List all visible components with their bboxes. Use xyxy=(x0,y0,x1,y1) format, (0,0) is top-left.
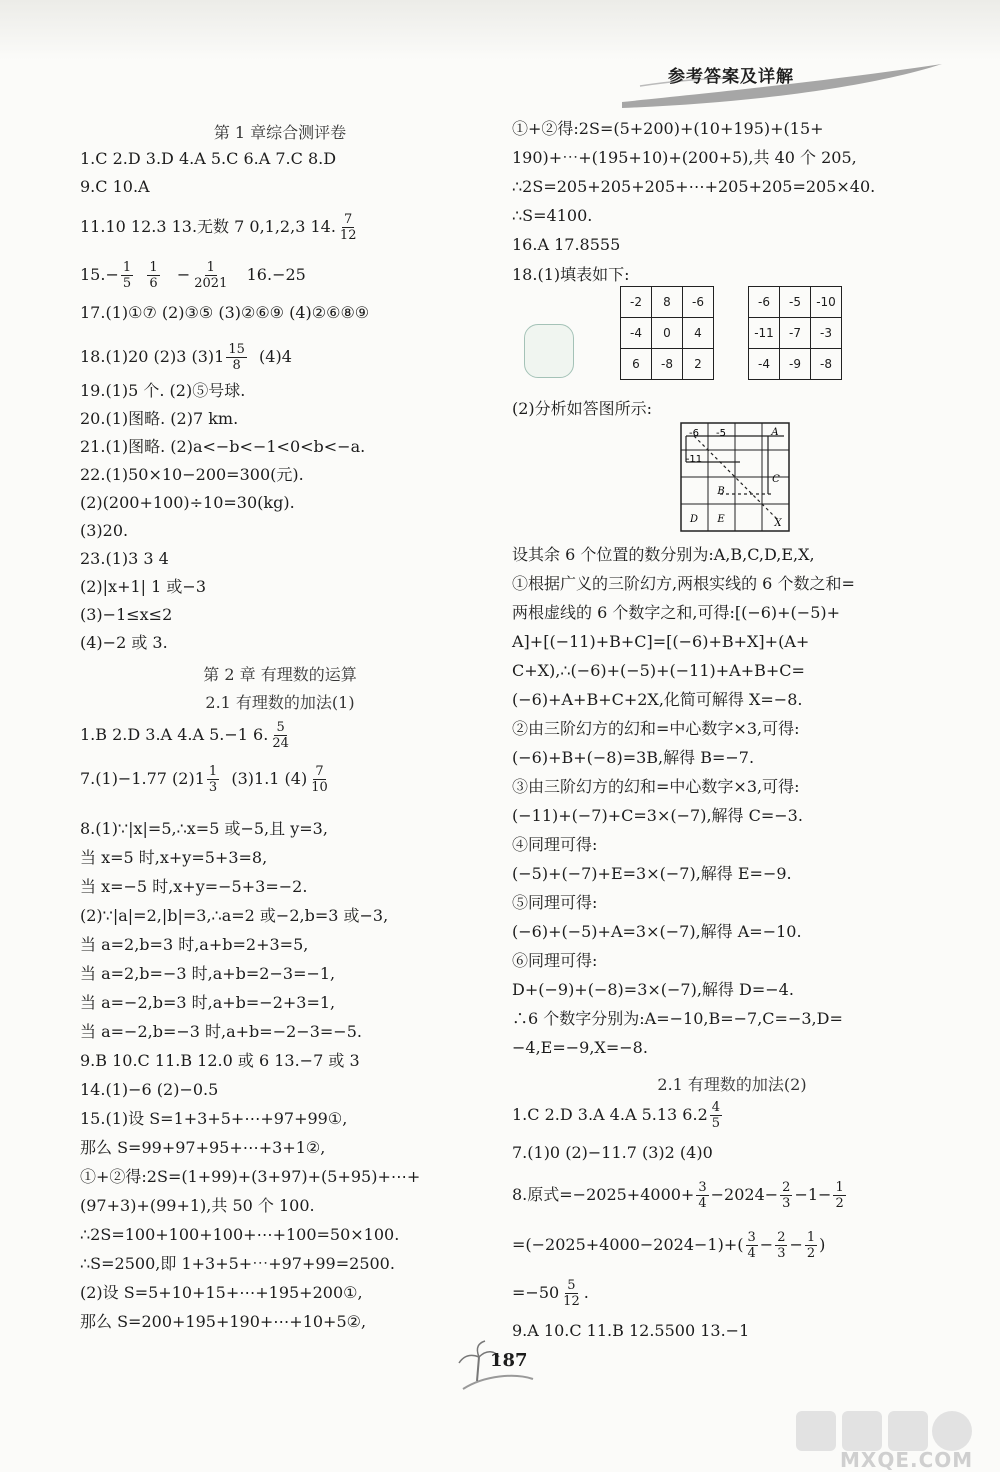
answer-line: ∴2S=100+100+100+⋯+100=50×100. xyxy=(80,1225,400,1244)
grid-cell: -8 xyxy=(811,349,842,380)
answer-line: ⑥同理可得: xyxy=(512,951,598,970)
answer-line: 19.(1)5 个. (2)⑤号球. xyxy=(80,381,246,400)
grid-cell: -10 xyxy=(811,287,842,318)
answer-line: ∴2S=205+205+205+⋯+205+205=205×40. xyxy=(512,177,876,196)
fraction: $\frac{2}{3}$ xyxy=(782,1180,791,1211)
answer-line: ④同理可得: xyxy=(512,835,598,854)
answer-line: 22.(1)50×10−200=300(元). xyxy=(80,465,304,484)
answer-line: 当 x=−5 时,x+y=−5+3=−2. xyxy=(80,877,308,896)
answer-line: ①+②得:2S=(5+200)+(10+195)+(15+ xyxy=(512,119,824,138)
grid-cell: 4 xyxy=(683,318,714,349)
answer-line: 21.(1)图略. (2)a<−b<−1<0<b<−a. xyxy=(80,437,366,456)
answer-line: (−6)+(−5)+A=3×(−7),解得 A=−10. xyxy=(512,922,802,941)
fraction: $\frac{4}{5}$ xyxy=(711,1100,721,1131)
answer-text: 11.10 12.3 13.无数 7 0,1,2,3 14. xyxy=(80,217,336,236)
fraction: $\frac{1}{6}$ xyxy=(149,260,158,291)
answer-line: 1.C 2.D 3.A 4.A 5.13 6.2 $\frac{4}{5}$ xyxy=(512,1100,721,1131)
answer-line: ②由三阶幻方的幻和=中心数字×3,可得: xyxy=(512,719,800,738)
chapter1-test-title: 第 1 章综合测评卷 xyxy=(213,123,347,142)
answer-line: 190)+⋯+(195+10)+(200+5),共 40 个 205, xyxy=(512,148,857,167)
answer-line: (2)分析如答图所示: xyxy=(512,399,653,418)
grid-cell: 8 xyxy=(652,287,683,318)
answer-line: 8.(1)∵|x|=5,∴x=5 或−5,且 y=3, xyxy=(80,819,328,838)
grid-cell: -5 xyxy=(780,287,811,318)
answer-line: 15.− $\frac{1}{5}$ $\frac{1}{6}$ − $\frac{1}{2021}$ 16.−25 xyxy=(80,260,306,291)
fig-label: -6 xyxy=(689,428,699,439)
answer-line: 7.(1)0 (2)−11.7 (3)2 (4)0 xyxy=(512,1143,713,1162)
grid-cell: -6 xyxy=(749,287,780,318)
answer-line: 8.原式=−2025+4000+ $\frac{3}{4}$ −2024− $\frac{2}{3}$ −1− $\frac{1}{2}$ xyxy=(512,1180,844,1211)
watermark-text: MXQE.COM xyxy=(840,1448,974,1472)
grid-cell: -2 xyxy=(621,287,652,318)
fig-label: X xyxy=(774,518,782,529)
answer-line: =(−2025+4000−2024−1)+( $\frac{3}{4}$ − $\frac{2}{3}$ − $\frac{1}{2}$ ) xyxy=(512,1230,826,1261)
grid-cell: -8 xyxy=(652,349,683,380)
grid-cell: -7 xyxy=(780,318,811,349)
fraction: $\frac{1}{5}$ xyxy=(122,260,132,291)
answer-line: (2)(200+100)÷10=30(kg). xyxy=(80,493,295,512)
fig-label: B xyxy=(717,486,725,497)
answer-line: 当 a=2,b=3 时,a+b=2+3=5, xyxy=(80,935,309,954)
answer-line: (3)20. xyxy=(80,521,129,540)
fraction: $\frac{5}{24}$ xyxy=(272,720,289,751)
grid-cell: -6 xyxy=(683,287,714,318)
magic-square-1 xyxy=(620,286,714,380)
fraction: $\frac{7}{12}$ xyxy=(339,212,357,243)
answer-line: 9.B 10.C 11.B 12.0 或 6 13.−7 或 3 xyxy=(80,1051,360,1070)
answer-line: D+(−9)+(−8)=3×(−7),解得 D=−4. xyxy=(512,980,794,999)
answer-line: (2)|x+1| 1 或−3 xyxy=(80,577,206,596)
answer-line: 16.A 17.8555 xyxy=(512,235,621,254)
answer-line: ①根据广义的三阶幻方,两根实线的 6 个数之和= xyxy=(512,574,855,593)
answer-line: ∴6 个数字分别为:A=−10,B=−7,C=−3,D= xyxy=(512,1009,843,1028)
answer-line: 15.(1)设 S=1+3+5+⋯+97+99①, xyxy=(80,1109,348,1128)
answer-line: (2)设 S=5+10+15+⋯+195+200①, xyxy=(80,1283,363,1302)
grid-cell: -11 xyxy=(749,318,780,349)
fraction: $\frac{5}{12}$ xyxy=(563,1278,580,1309)
answer-line: 两根虚线的 6 个数字之和,可得:[(−6)+(−5)+ xyxy=(512,603,841,622)
section-title: 2.1 有理数的加法(2) xyxy=(657,1075,807,1094)
grid-cell: -4 xyxy=(749,349,780,380)
answer-line: (−6)+A+B+C+2X,化简可解得 X=−8. xyxy=(512,690,803,709)
answer-line: 14.(1)−6 (2)−0.5 xyxy=(80,1080,219,1099)
answer-line: (4)−2 或 3. xyxy=(80,633,168,652)
answer-line: 当 x=5 时,x+y=5+3=8, xyxy=(80,848,268,867)
page-number: 187 xyxy=(490,1350,528,1371)
answer-line: 1.B 2.D 3.A 4.A 5.−1 6. $\frac{5}{24}$ xyxy=(80,720,289,751)
magic-square-2 xyxy=(748,286,842,380)
answer-line: ⑤同理可得: xyxy=(512,893,598,912)
grid-cell: -9 xyxy=(780,349,811,380)
grid-cell: -3 xyxy=(811,318,842,349)
grid-cell: 6 xyxy=(621,349,652,380)
answer-line: (97+3)+(99+1),共 50 个 100. xyxy=(80,1196,315,1215)
fig-label: A xyxy=(771,427,779,438)
magic-square-analysis-figure xyxy=(680,422,792,534)
header-title: 参考答案及详解 xyxy=(668,67,794,87)
answer-line: (2)∵|a|=2,|b|=3,∴a=2 或−2,b=3 或−3, xyxy=(80,906,389,925)
answer-line: (−5)+(−7)+E=3×(−7),解得 E=−9. xyxy=(512,864,792,883)
answer-line: 9.A 10.C 11.B 12.5500 13.−1 xyxy=(512,1321,750,1340)
grid-cell: 2 xyxy=(683,349,714,380)
answer-line: 那么 S=99+97+95+⋯+3+1②, xyxy=(80,1138,326,1157)
fraction: $\frac{3}{4}$ xyxy=(747,1230,756,1261)
fraction: $\frac{1}{2}$ xyxy=(806,1230,816,1261)
answer-line: 17.(1)①⑦ (2)③⑤ (3)②⑥⑨ (4)②⑥⑧⑨ xyxy=(80,303,370,322)
fig-label: D xyxy=(689,514,699,525)
fig-label: C xyxy=(772,474,780,485)
fraction: $\frac{3}{4}$ xyxy=(698,1180,707,1211)
fraction: $\frac{1}{2}$ xyxy=(835,1180,844,1211)
fraction: $\frac{15}{8}$ xyxy=(228,342,245,373)
answer-line: −4,E=−9,X=−8. xyxy=(512,1038,648,1057)
answer-line: 20.(1)图略. (2)7 km. xyxy=(80,409,239,428)
answer-line: 设其余 6 个位置的数分别为:A,B,C,D,E,X, xyxy=(512,545,815,564)
answer-line: (3)−1≤x≤2 xyxy=(80,605,173,624)
answer-line: ∴S=4100. xyxy=(512,206,593,225)
answer-line: 那么 S=200+195+190+⋯+10+5②, xyxy=(80,1312,367,1331)
answer-line: A]+[(−11)+B+C]=[(−6)+B+X]+(A+ xyxy=(512,632,810,651)
grid-cell: -4 xyxy=(621,318,652,349)
answer-line xyxy=(80,212,360,243)
answer-line: (−6)+B+(−8)=3B,解得 B=−7. xyxy=(512,748,755,767)
answer-line: 7.(1)−1.77 (2)1 $\frac{1}{3}$ (3)1.1 (4) $\frac{7}{10}$ xyxy=(80,764,328,795)
grid-cell: 0 xyxy=(652,318,683,349)
fraction: $\frac{7}{10}$ xyxy=(311,764,328,795)
answer-line: 1.C 2.D 3.D 4.A 5.C 6.A 7.C 8.D xyxy=(80,149,337,168)
chapter2-title: 第 2 章 有理数的运算 xyxy=(203,665,357,684)
homework-stamp xyxy=(524,324,574,378)
answer-line: 当 a=−2,b=3 时,a+b=−2+3=1, xyxy=(80,993,336,1012)
answer-line: C+X),∴(−6)+(−5)+(−11)+A+B+C= xyxy=(512,661,805,680)
answer-line: 当 a=2,b=−3 时,a+b=2−3=−1, xyxy=(80,964,336,983)
answer-line: 23.(1)3 3 4 xyxy=(80,549,169,568)
fraction: $\frac{1}{3}$ xyxy=(208,764,218,795)
fraction: $\frac{1}{2021}$ xyxy=(194,260,228,291)
answer-line: (−11)+(−7)+C=3×(−7),解得 C=−3. xyxy=(512,806,803,825)
answer-line: =−50 $\frac{5}{12}$ . xyxy=(512,1278,589,1309)
answer-line: 9.C 10.A xyxy=(80,177,150,196)
fig-label: -5 xyxy=(716,428,726,439)
fig-label: E xyxy=(717,514,725,525)
answer-line: ③由三阶幻方的幻和=中心数字×3,可得: xyxy=(512,777,800,796)
fraction: $\frac{2}{3}$ xyxy=(777,1230,786,1261)
answer-line: ∴S=2500,即 1+3+5+⋯+97+99=2500. xyxy=(80,1254,395,1273)
answer-line: 18.(1)20 (2)3 (3)1 $\frac{15}{8}$ (4)4 xyxy=(80,342,292,373)
answer-line: ①+②得:2S=(1+99)+(3+97)+(5+95)+⋯+ xyxy=(80,1167,421,1186)
section-title: 2.1 有理数的加法(1) xyxy=(205,693,355,712)
answer-line: 18.(1)填表如下: xyxy=(512,265,630,284)
fig-label: -11 xyxy=(685,454,703,465)
answer-line: 当 a=−2,b=−3 时,a+b=−2−3=−5. xyxy=(80,1022,362,1041)
top-scan-edge xyxy=(0,0,1000,60)
